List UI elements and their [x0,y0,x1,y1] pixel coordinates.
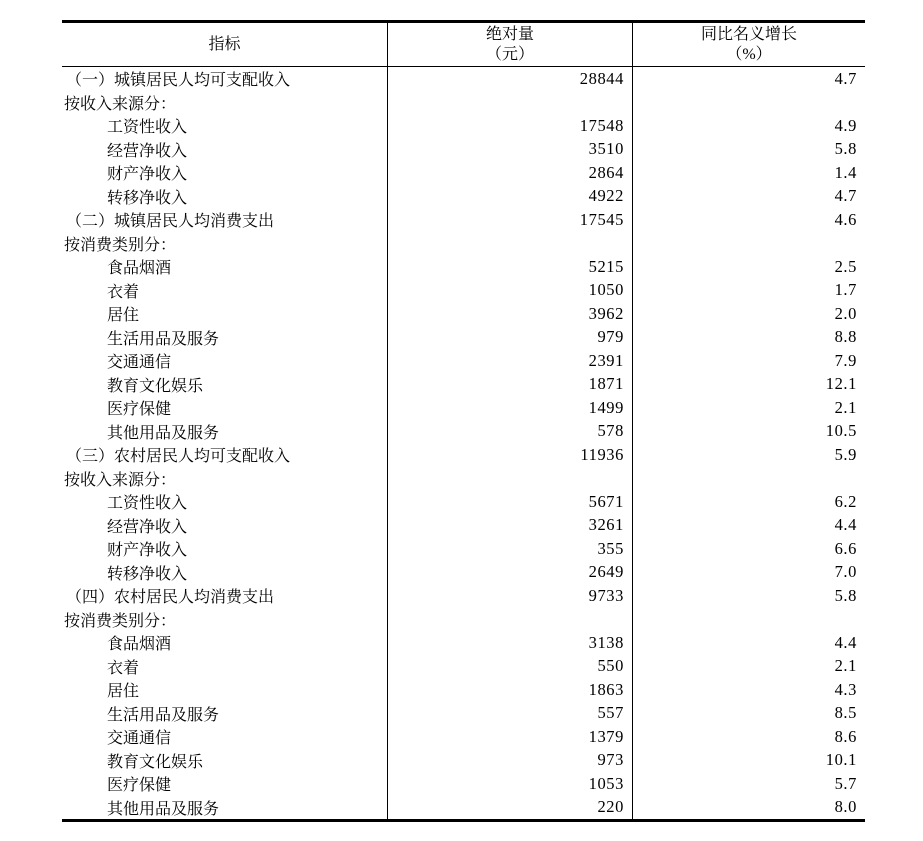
row-label: 生活用品及服务 [107,330,220,348]
table-row [62,561,865,585]
row-label: 按消费类别分： [64,236,177,254]
row-value: 2649 [387,561,632,585]
row-growth [632,232,865,256]
table-row [62,631,865,655]
row-label: 食品烟酒 [107,636,172,654]
table-row [62,537,865,561]
row-value: 1053 [387,772,632,796]
row-label: 转移净收入 [107,565,188,583]
row-growth: 4.4 [632,631,865,655]
row-growth: 2.0 [632,302,865,326]
row-label: 衣着 [107,659,140,677]
row-label: （四）农村居民人均消费支出 [66,589,275,607]
row-value: 9733 [387,584,632,608]
row-label: 其他用品及服务 [107,424,220,442]
table-body [62,67,865,819]
table-row [62,396,865,420]
header-indicator [62,23,387,66]
row-growth: 4.7 [632,185,865,209]
row-value: 1871 [387,373,632,397]
row-label: 工资性收入 [107,495,188,513]
row-label: 工资性收入 [107,119,188,137]
row-value [387,91,632,115]
row-value: 5215 [387,255,632,279]
row-label: 财产净收入 [107,166,188,184]
income-expenditure-table [62,20,865,822]
table-row [62,114,865,138]
row-growth: 1.4 [632,161,865,185]
row-growth [632,467,865,491]
row-label: （三）农村居民人均可支配收入 [66,448,291,466]
table-row [62,255,865,279]
table-row [62,208,865,232]
row-value: 578 [387,420,632,444]
row-growth: 4.4 [632,514,865,538]
row-value [387,467,632,491]
table-header-row [62,23,865,67]
row-value: 1863 [387,678,632,702]
row-growth: 4.3 [632,678,865,702]
row-value: 2391 [387,349,632,373]
table-row [62,302,865,326]
header-absolute-amount-unit: （元） [485,45,534,63]
row-value: 28844 [387,67,632,91]
row-label: 其他用品及服务 [107,800,220,818]
table-row [62,467,865,491]
row-value: 973 [387,749,632,773]
table-row [62,702,865,726]
row-value: 17548 [387,114,632,138]
row-label: 按消费类别分： [64,612,177,630]
row-value: 5671 [387,490,632,514]
row-growth: 4.7 [632,67,865,91]
row-value [387,608,632,632]
row-value: 4922 [387,185,632,209]
row-value: 1499 [387,396,632,420]
row-growth: 6.2 [632,490,865,514]
row-label: 生活用品及服务 [107,706,220,724]
row-growth: 5.9 [632,443,865,467]
table-row [62,279,865,303]
table-row [62,584,865,608]
row-growth: 4.9 [632,114,865,138]
row-growth: 10.5 [632,420,865,444]
header-yoy-growth-unit: （%） [726,45,772,63]
table-row [62,655,865,679]
row-label: （一）城镇居民人均可支配收入 [66,72,291,90]
row-value: 1050 [387,279,632,303]
row-label: 教育文化娱乐 [107,377,204,395]
row-label: 食品烟酒 [107,260,172,278]
table-row [62,443,865,467]
table-row [62,138,865,162]
row-growth: 8.8 [632,326,865,350]
table-row [62,772,865,796]
table-row [62,67,865,91]
header-yoy-growth [632,23,865,66]
row-label: 财产净收入 [107,542,188,560]
row-label: 按收入来源分： [64,95,177,113]
table-row [62,232,865,256]
header-absolute-amount [387,23,632,66]
row-label: 医疗保健 [107,401,172,419]
row-growth: 12.1 [632,373,865,397]
row-label: 按收入来源分： [64,471,177,489]
table-row [62,749,865,773]
row-value: 2864 [387,161,632,185]
row-label: 衣着 [107,283,140,301]
table-row [62,185,865,209]
row-growth: 2.1 [632,396,865,420]
table-row [62,796,865,820]
table-row [62,514,865,538]
row-label: （二）城镇居民人均消费支出 [66,213,275,231]
table-row [62,490,865,514]
row-value: 3510 [387,138,632,162]
header-yoy-growth-label: 同比名义增长 [700,25,797,43]
row-growth: 5.8 [632,584,865,608]
row-value: 550 [387,655,632,679]
row-growth: 7.9 [632,349,865,373]
row-value: 220 [387,796,632,820]
row-value: 3138 [387,631,632,655]
row-growth: 4.6 [632,208,865,232]
table-row [62,91,865,115]
row-label: 居住 [107,683,140,701]
table-row [62,373,865,397]
row-value: 3962 [387,302,632,326]
row-label: 教育文化娱乐 [107,753,204,771]
row-growth: 7.0 [632,561,865,585]
row-label: 居住 [107,307,140,325]
row-growth: 8.5 [632,702,865,726]
table-row [62,678,865,702]
table-row [62,608,865,632]
table-row [62,161,865,185]
row-growth: 10.1 [632,749,865,773]
row-growth: 8.6 [632,725,865,749]
row-growth [632,91,865,115]
row-value: 17545 [387,208,632,232]
table-row [62,326,865,350]
row-value: 11936 [387,443,632,467]
row-label: 转移净收入 [107,189,188,207]
row-value: 557 [387,702,632,726]
row-label: 医疗保健 [107,777,172,795]
row-label: 经营净收入 [107,142,188,160]
row-growth: 5.8 [632,138,865,162]
row-growth: 5.7 [632,772,865,796]
row-growth [632,608,865,632]
row-label: 交通通信 [107,354,172,372]
row-growth: 2.1 [632,655,865,679]
table-row [62,420,865,444]
table-row [62,349,865,373]
row-growth: 2.5 [632,255,865,279]
row-value: 355 [387,537,632,561]
row-growth: 1.7 [632,279,865,303]
table-row [62,725,865,749]
row-label: 交通通信 [107,730,172,748]
header-indicator-label: 指标 [208,35,241,53]
row-value: 3261 [387,514,632,538]
row-value: 979 [387,326,632,350]
row-value [387,232,632,256]
row-growth: 6.6 [632,537,865,561]
row-value: 1379 [387,725,632,749]
header-absolute-amount-label: 绝对量 [485,25,534,43]
row-label: 经营净收入 [107,518,188,536]
row-growth: 8.0 [632,796,865,820]
